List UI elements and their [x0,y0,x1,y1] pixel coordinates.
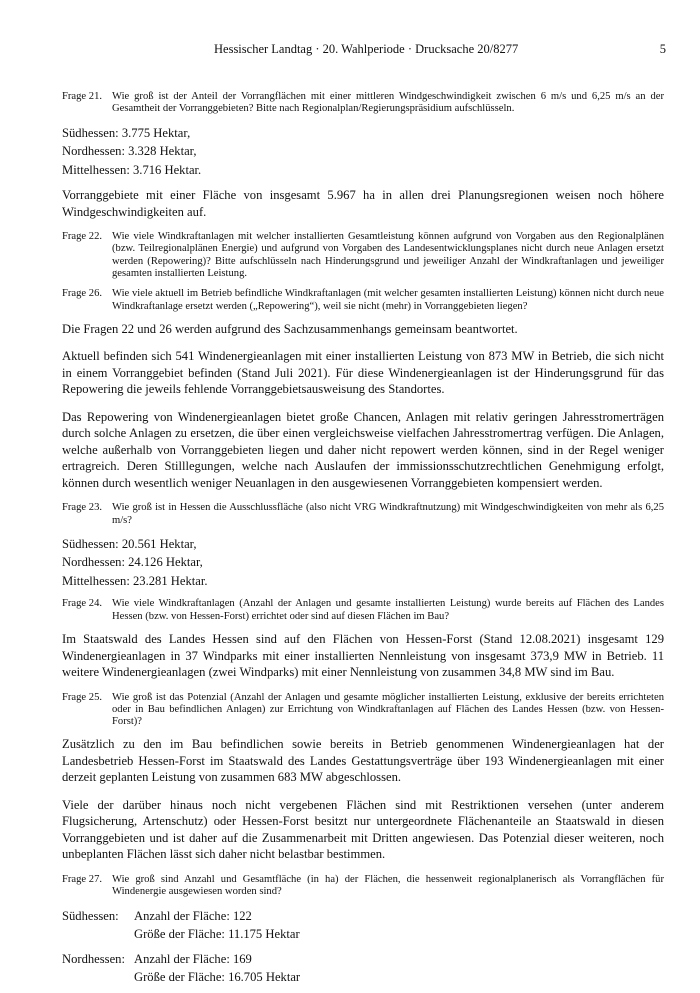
list-item: Mittelhessen: 23.281 Hektar. [62,573,208,588]
region-size: Größe der Fläche: 11.175 Hektar [134,927,300,942]
list-item: Südhessen: 3.775 Hektar, [62,125,191,140]
header-text: Hessischer Landtag · 20. Wahlperiode · Drucksache 20/8277 [214,42,519,56]
question-text: Wie viele Windkraftanlagen (Anzahl der Anlagen und gesamte installierten Leistung) wurde bereits auf Flächen des Landes Hessen (bzw. von Hessen-Forst) errichtet oder sind auf diesen Flächen im Bau? [112,598,664,622]
answer-paragraph: Aktuell befinden sich 541 Windenergieanlagen mit einer installierten Leistung von 873 MW in Betrieb, die sich nicht in einem Vorranggebiet befinden (Stand Juli 2021). Für diese Windenergieanlagen ist der Hinderungsgrund für das Repowering die jeweils fehlende Vorranggebietsausweisung des Standortes. [62,349,664,397]
answer-23-list [62,535,664,591]
question-22 [62,231,664,280]
question-number: Frage 24. [62,598,103,610]
answer-paragraph: Vorranggebiete mit einer Fläche von insgesamt 5.967 ha in allen drei Planungsregionen weisen noch höhere Windgeschwindigkeiten auf. [62,188,664,219]
question-text: Wie groß ist in Hessen die Ausschlussfläche (also nicht VRG Windkraftnutzung) mit Windgeschwindigkeiten von mehr als 6,25 m/s? [112,502,664,526]
region-label: Südhessen: [62,908,119,923]
region-count: Anzahl der Fläche: 122 [134,908,252,923]
question-number: Frage 26. [62,288,103,300]
region-row [62,950,664,987]
answer-paragraph: Die Fragen 22 und 26 werden aufgrund des Sachzusammenhangs gemeinsam beantwortet. [62,321,518,336]
list-item: Mittelhessen: 3.716 Hektar. [62,162,202,177]
question-24 [62,598,664,623]
answer-21-list [62,124,664,180]
question-text: Wie groß sind Anzahl und Gesamtfläche (in ha) der Flächen, die hessenweit regionalplanerisch als Vorrangflächen für Windenergie ausgewiesen worden sind? [112,873,664,898]
question-number: Frage 25. [62,691,103,703]
question-25 [62,692,664,729]
question-text: Wie groß ist das Potenzial (Anzahl der Anlagen und gesamte möglicher installierten Leistung, exklusive der bereits errichteten oder in Bau befindlichen Anlagen) zur Errichtung von Windkraftanlagen auf Flächen des Landes Hessen (bzw. von Hessen-Forst)? [112,691,664,728]
question-number: Frage 21. [62,91,103,102]
answer-paragraph: Zusätzlich zu den im Bau befindlichen sowie bereits in Betrieb genommenen Windenergieanlagen hat der Landesbetrieb Hessen-Forst im Staatswald des Landes Gestattungsverträge über 193 Windenergieanlagen mit einer derzeit geplanten Leistung von zusammen 683 MW abgeschlossen. [62,737,664,785]
question-number: Frage 23. [62,502,103,514]
answer-paragraph: Im Staatswald des Landes Hessen sind auf den Flächen von Hessen-Forst (Stand 12.08.2021) insgesamt 129 Windenergieanlagen in 37 Windparks mit einer installierten Nennleistung von insgesamt 373,9 MW in Betrieb. 11 weitere Windenergieanlagen (zwei Windparks) mit einer Nennleistung von zusammen 34,8 MW sind im Bau. [62,632,664,680]
question-text: Wie viele aktuell im Betrieb befindliche Windkraftanlagen (mit welcher gesamten installierten Leistung) können nicht durch neue Windkraftanlage ersetzt werden („Repowering“), weil sie nicht (mehr) in Vorranggebieten liegen? [112,288,664,312]
list-item: Nordhessen: 3.328 Hektar, [62,144,197,159]
answer-paragraph: Viele der darüber hinaus noch nicht vergebenen Flächen sind mit Restriktionen versehen (unter anderem Flugsicherung, Artenschutz) oder Hessen-Forst besitzt nur untergeordnete Flächenanteile an Staatswald in diesen Vorranggebieten und ist daher auf die Zusammenarbeit mit Dritten angewiesen. Das Potenzial dieser weiteren, noch unbeplanten Flächen lässt sich daher nicht belastbar bestimmen. [62,797,664,862]
answer-paragraph: Das Repowering von Windenergieanlagen bietet große Chancen, Anlagen mit relativ geringen Jahresstromerträgen durch solche Anlagen zu ersetzen, die über einen vergleichsweise vielfachen Jahresstromertrag verfügen. Die Anlagen, welche außerhalb von Vorranggebieten liegen und daher nicht repowert werden können, sind in der Regel weniger ertragreich. Deren Stilllegungen, welche nach Auslaufen der immissionsschutzrechtlichen Genehmigung erfolgt, können durch wesentlich weniger Neuanlagen in den ausgewiesenen Vorranggebieten kompensiert werden. [62,409,664,490]
question-number: Frage 22. [62,231,103,243]
page-number: 5 [659,42,666,56]
question-23 [62,502,664,527]
region-label: Nordhessen: [62,951,125,966]
question-21 [62,91,664,116]
region-count: Anzahl der Fläche: 169 [134,951,252,966]
question-27 [62,874,664,899]
region-size: Größe der Fläche: 16.705 Hektar [134,970,301,985]
list-item: Südhessen: 20.561 Hektar, [62,536,197,551]
question-number: Frage 27. [62,873,103,885]
list-item: Nordhessen: 24.126 Hektar, [62,555,203,570]
question-26 [62,288,664,313]
answer-27-regions [62,907,664,987]
question-text: Wie viele Windkraftanlagen mit welcher installierten Gesamtleistung können aufgrund von Vorgaben aus den Regionalplänen (bzw. Teilregionalplänen Energie) und aufgrund von Vorgaben des Landesentwicklungsplanes nicht durch neue Anlagen ersetzt werden (Repowering)? Bitte aufschlüsseln nach Hinderungsgrund und jeweiliger Anzahl der Windkraftanlagen und jeweiliger gesamten installierten Leistung. [112,231,664,279]
question-text: Wie groß ist der Anteil der Vorrangflächen mit einer mittleren Windgeschwindigkeit zwischen 6 m/s und 6,25 m/s an der Gesamtheit der Vorranggebieten? Bitte nach Regionalplan/Regierungspräsidium aufschlüsseln. [112,91,664,115]
region-row [62,907,664,944]
page-content [62,91,664,993]
